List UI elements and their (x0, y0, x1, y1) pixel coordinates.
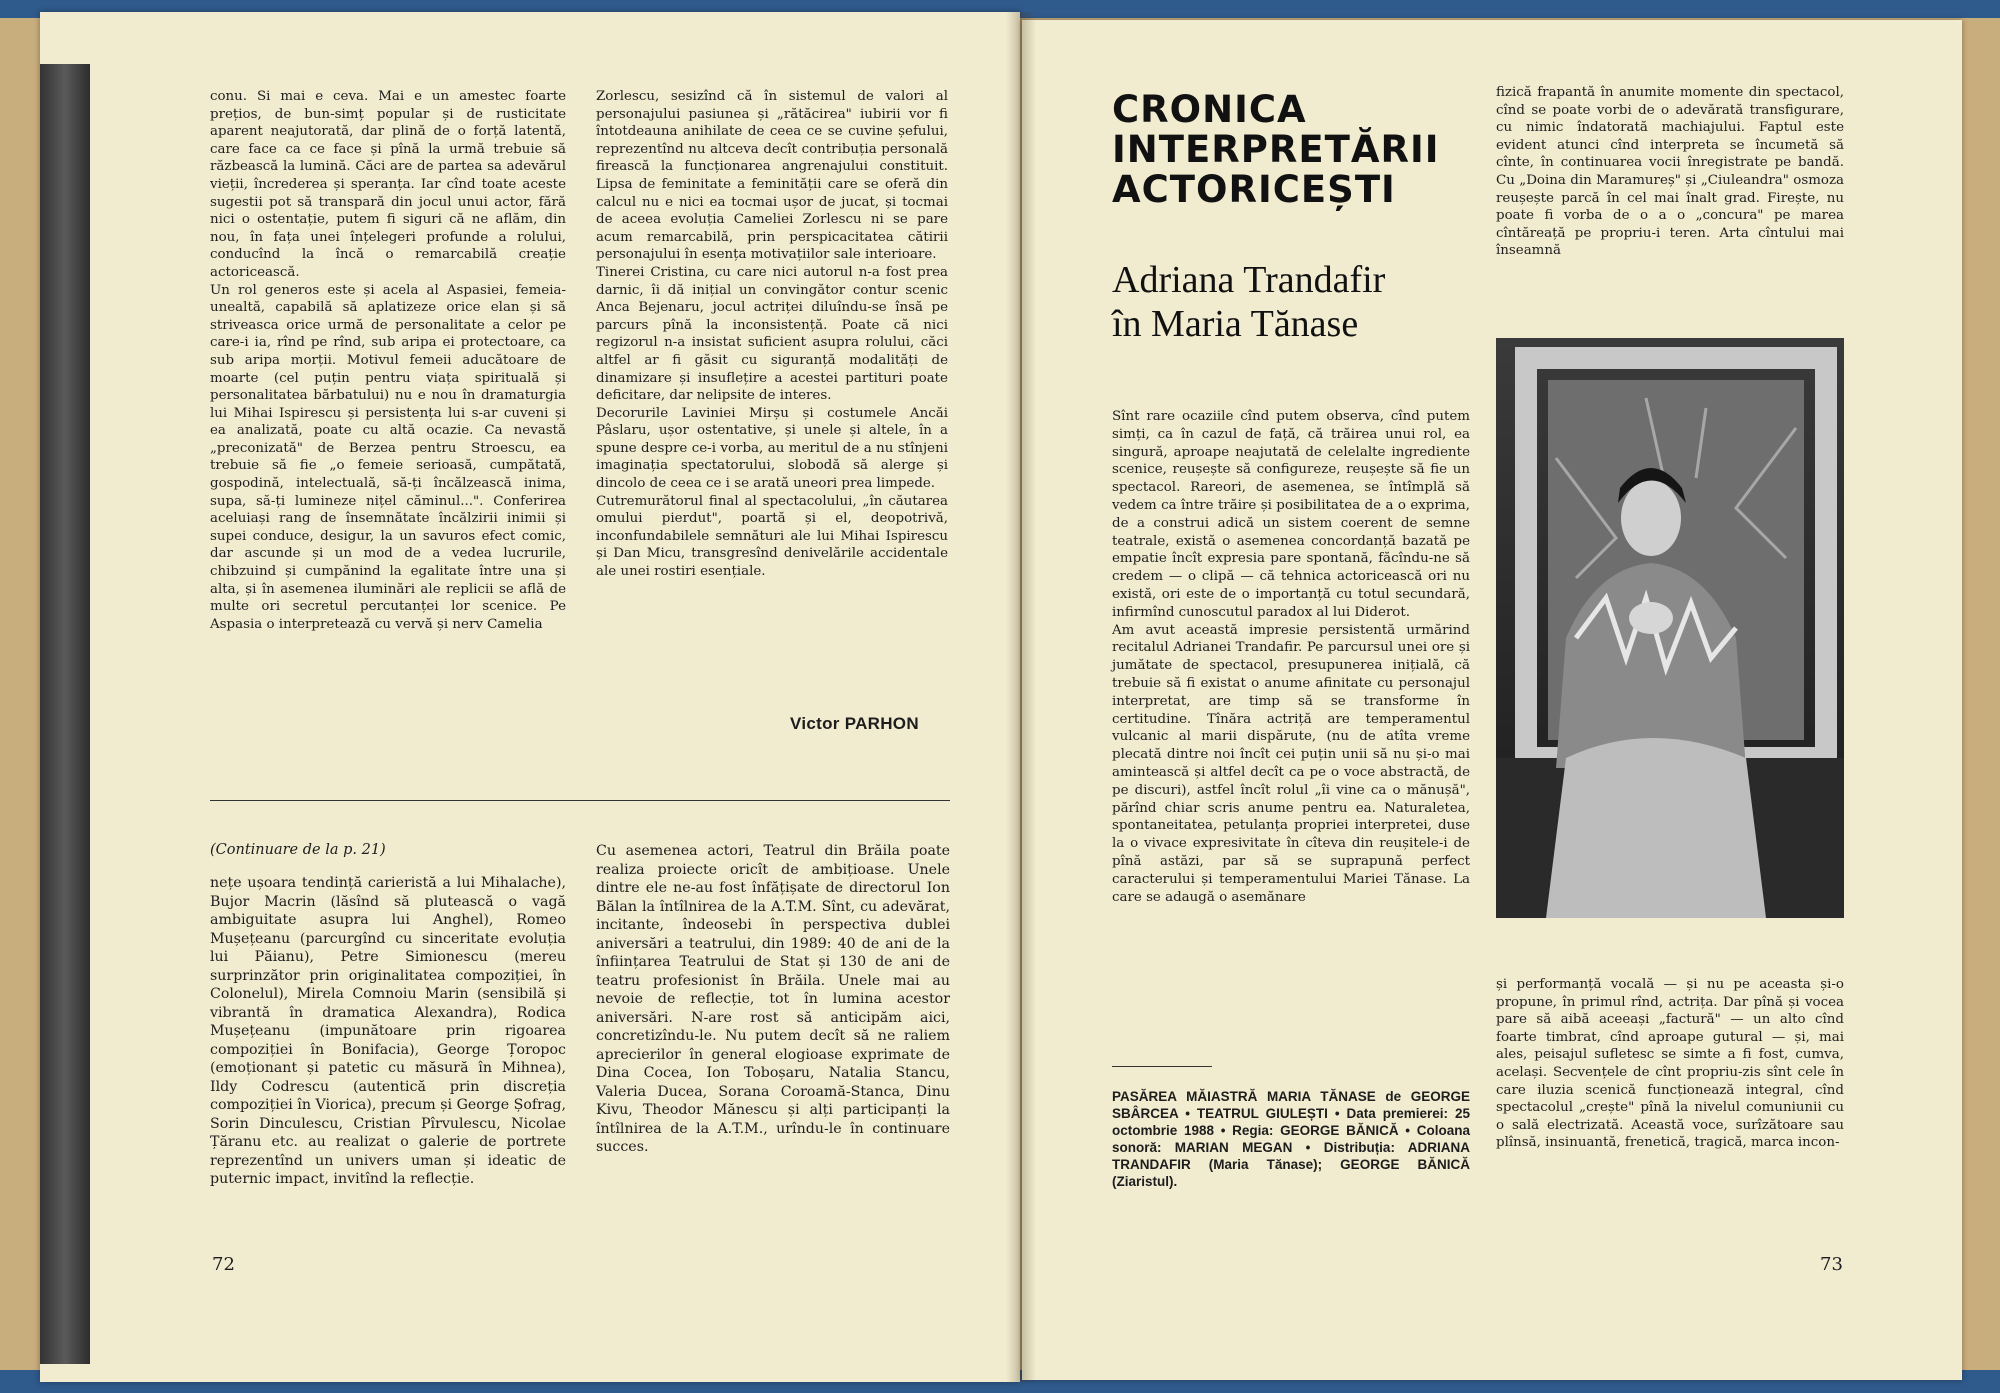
continuation-note: (Continuare de la p. 21) (210, 842, 386, 858)
actress-photo (1496, 338, 1844, 918)
page-number-left: 72 (212, 1254, 235, 1275)
left-col2-bottom: Cu asemenea actori, Teatrul din Brăila poate realiza proiecte oricît de ambițioase. Unele dintre ele ne-au fost înfățișate de directorul Ion Bălan la întîlnirea de la A.T.M. Sînt, cu adevărat, incitante, îndeosebi în perspectiva dublei aniversări a teatrului, din 1989: 40 de ani de la înființarea Teatrului de Stat și 130 de ani de teatru profesionist în Brăila. Unele mai au nevoie de reflecție, tot în lumina acestor aniversări. N-are rost să anticipăm aici, concretizîndu-le. Nu putem decît să ne raliem aprecierilor în general elogioase exprimate de Dina Cocea, Ion Toboșaru, Natalia Stancu, Valeria Ducea, Sorana Coroamă-Stanca, Dinu Kivu, Theodor Mănescu și alți participanți la întîlnirea de la A.T.M., urîndu-le în continuare succes. (596, 843, 950, 1155)
credits-rule (1112, 1066, 1212, 1067)
right-col2-top: fizică frapantă în anumite momente din spectacol, cînd se poate vorbi de o adevărată transfigurare, cu nimic îndatorată machiajului. Faptul este evident atunci cînd interpreta se încumetă să cînte, în continuarea vocii înregistrate pe bandă. Cu „Doina din Maramureș" și „Ciuleandra" osmoza reușește parcă în cel mai înalt grad. Firește, nu poate fi vorba de o a o „concura" pe marea cîntăreață pe propriu-i teren. Arta cîntului mai înseamnă (1496, 85, 1844, 259)
page-number-right: 73 (1820, 1254, 1843, 1275)
photo-illustration (1496, 338, 1844, 918)
section-header: CRONICA INTERPRETĂRII ACTORICEȘTI (1112, 88, 1440, 211)
left-col1-top: conu. Si mai e ceva. Mai e un amestec foarte prețios, de bun-simț popular și de rusticitate aparent neajutorată, dar plină de o forță latentă, care face ca ce face și pînă la urmă trebuie să răzbească la lumină. Căci are de partea sa adevărul vieții, încrederea și speranța. Iar cînd toate aceste sugestii pot să transpară din jocul unui actor, fără nici o ostentație, putem fi siguri că ne aflăm, din nou, în fața unei înțelegeri profunde a rolului, conducînd la încă o remarcabilă creație actoricească. Un rol generos este și acela al Aspasiei, femeia-unealtă, capabilă să aplatizeze orice elan și să striveasca orice urmă de personalitate a celor pe care-i ia, rînd pe rînd, sub aripa ei protectoare, ca sub aripa morții. Motivul femeii aducătoare de moarte (cel puțin pentru viața spirituală și personalitatea bărbatului) nu e nou în dramaturgia lui Mihai Ispirescu și persistența lui s-ar cuveni și ea analizată, poate cu altă ocazie. Ca nevastă „preconizată" de Berzea pentru Stroescu, ea trebuie să fie „o femeie serioasă, cumpătată, gospodină, intelectuală, să-ți încălzească inima, supa, să-ți lumineze nițel căminul...". Conferirea aceluiași rang de însemnătate încălzirii inimii și supei conduce, desigur, la un savuros efect comic, dar ascunde și un mod de a vedea lucrurile, chibzuind și cumpănind la egalitate între una și alta, și în asemenea iluminări ale replicii se află de multe ori secretul percutanței lor scenice. Pe Aspasia o interpretează cu vervă și nerv Camelia (210, 89, 566, 632)
right-col2-bottom: și performanță vocală — și nu pe aceasta și-o propune, în primul rînd, actrița. Dar pînă și vocea pare să aibă aceeași „factură" — un alto cînd foarte timbrat, cînd aproape gutural — și, mai ales, peisajul sufletesc se simte a fi fost, cumva, același. Secvențele de cînt propriu-zis sînt cele în care iluzia scenică funcționează integral, cînd spectacolul „crește" pînă la nivelul comuniunii cu o sală electrizată. Această voce, surîzătoare sau plînsă, insinuantă, frenetică, tragică, marca incon- (1496, 977, 1844, 1151)
previous-pages-edge (40, 64, 90, 1364)
left-col1-bottom: nețe ușoara tendință carieristă a lui Mihalache), Bujor Macrin (lăsînd să plutească o vagă ambiguitate asupra lui Anghel), Romeo Mușețeanu (parcurgînd cu sinceritate evoluția lui Păianu), Petre Simionescu (mereu surprinzător prin originalitatea compoziției, în Colonelul), Mirela Comnoiu Marin (sensibilă și vibrantă în dramatica Alexandra), Rodica Mușețeanu (impunătoare prin rigoarea compoziției în Bonifacia), George Țoropoc (emoționant și patetic cu măsură în Mihnea), Ildy Codrescu (autentică prin discreția compoziției în Viorica), precum și George Șofrag, Sorin Dinculescu, Cristian Pîrvulescu, Nicolae Țăranu etc. au realizat o galerie de portrete reprezentînd un univers uman și ideatic de puternic impact, invitînd la reflecție. (210, 875, 566, 1187)
left-col2-top: Zorlescu, sesizînd că în sistemul de valori al personajului pasiunea și „rătăcirea" iubirii vor fi întotdeauna anihilate de ceea ce se cuvine șefului, reprezentînd nu altceva decît contribuția personală firească la funcționarea angrenajului constituit. Lipsa de feminitate a feminității care se oferă din calcul nu e nici ea tocmai ușor de jucat, și tocmai de aceea evoluția Cameliei Zorlescu ni se pare acum remarcabilă, prin perspicacitatea cătirii personajului în esența motivațiilor sale interioare. Tinerei Cristina, cu care nici autorul n-a fost prea darnic, îi dă inițial un convingător contur scenic Anca Bejenaru, jocul actriței diluîndu-se însă pe parcurs pînă la inconsistență. Poate că nici regizorul n-a insistat suficient asupra rolului, căci altfel ar fi găsit cu siguranță modalități de dinamizare și insuflețire a acestei partituri poate deficitare, dar nelipsite de interes. Decorurile Laviniei Mirșu și costumele Ancăi Pâslaru, ușor ostentative, și unele și altele, în a spune despre ce-i vorba, au meritul de a nu stînjeni imaginația spectatorului, slobodă să alerge și dincolo de ceea ce i se arată uneori prea limpede. Cutremurătorul final al spectacolului, „în căutarea omului pierdut", poartă și el, deopotrivă, inconfundabilele semnături ale lui Mihai Ispirescu și Dan Micu, transgresînd denivelările accidentale ale unei rostiri esențiale. (596, 89, 948, 580)
article-title: Adriana Trandafir în Maria Tănase (1112, 259, 1386, 345)
author-signature: Victor PARHON (790, 714, 919, 733)
production-credits: PASĂREA MĂIASTRĂ MARIA TĂNASE de GEORGE SBÂRCEA • TEATRUL GIULEȘTI • Data premierei: 25 octombrie 1988 • Regia: GEORGE BĂNICĂ • Coloana sonoră: MARIAN MEGAN • Distribuția: ADRIANA TRANDAFIR (Maria Tănase); GEORGE BĂNICĂ (Ziaristul). (1112, 1089, 1470, 1189)
right-col1-body: Sînt rare ocaziile cînd putem observa, cînd putem simți, ca în cazul de față, că trăirea unui rol, ea singură, aproape neajutată de celelalte ingrediente scenice, reușește să configureze, reușește să fie un spectacol. Rareori, de asemenea, se întîmplă să vedem ca între trăire și posibilitatea de a o exprima, de a construi adică un sistem coerent de semne teatrale, există o asemenea concordanță bazată pe empatie încît expresia pare spontană, făcîndu-ne să credem — o clipă — că tehnica actoricească ori nu există, ori este de o importanță cu totul secundară, infirmînd cunoscutul paradox al lui Diderot. Am avut această impresie persistentă urmărind recitalul Adrianei Trandafir. Pe parcursul unei ore și jumătate de spectacol, presupunerea inițială, că trebuie să fi existat o anume afinitate cu personajul interpretat, are timp să se transforme în certitudine. Tînăra actriță are temperamentul vulcanic al marii dispărute, (nu de atîta vreme plecată dintre noi încît cei puțin unii să nu și-o mai amintească și altfel decît ca pe o voce abstractă, de pe discuri), astfel încît rolul „îi vine ca o mănușă", părînd chiar scris anume pentru ea. Naturaletea, spontaneitatea, petulanța propriei interpretei, duse la o vivace expresivitate în cîteva din reușitele-i de pînă astăzi, par să se suprapună perfect caracterului și temperamentului Mariei Tănase. La care se adaugă o asemănare (1112, 409, 1470, 905)
section-divider (210, 800, 950, 801)
book-gutter (1006, 12, 1036, 1382)
